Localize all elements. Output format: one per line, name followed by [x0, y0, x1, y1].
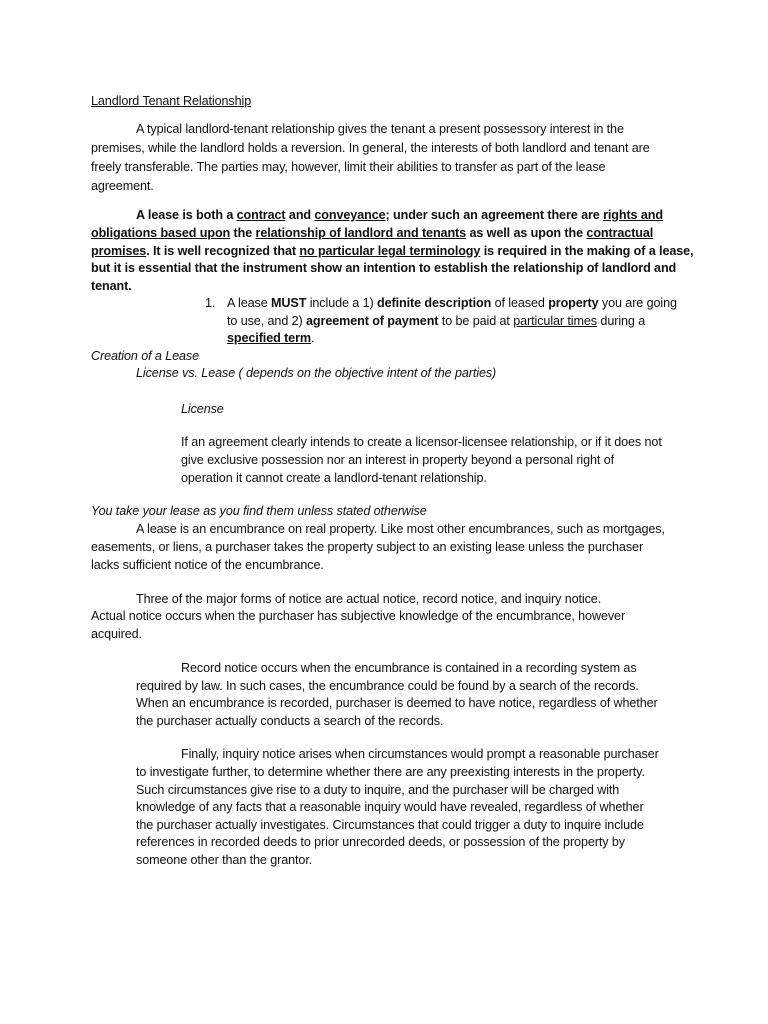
- text-span: of leased: [491, 296, 549, 310]
- bold-term: agreement of payment: [306, 314, 439, 328]
- text-span: include a 1): [306, 296, 378, 310]
- inquiry-notice-line-2: to investigate further, to determine whether there are any preexisting interests in the property.: [136, 765, 645, 779]
- take-lease-heading: You take your lease as you find them unless stated otherwise: [91, 504, 427, 518]
- underlined-term: contract: [236, 208, 286, 222]
- bold-term: property: [548, 296, 599, 310]
- text-span: is required in the making of a lease,: [480, 244, 694, 258]
- text-span: . It is well recognized that: [146, 244, 300, 258]
- inquiry-notice-line-4: knowledge of any facts that a reasonable inquiry would have revealed, regardless of whether: [136, 800, 644, 814]
- underlined-term: promises: [91, 244, 147, 258]
- text-span: during a: [597, 314, 646, 328]
- lease-para-line-1: [136, 206, 663, 224]
- intro-line-2: premises, while the landlord holds a reversion. In general, the interests of both landlord and tenant are: [91, 141, 650, 155]
- underlined-term: obligations based upon: [91, 226, 231, 240]
- bold-term: MUST: [271, 296, 307, 310]
- text-span: to use, and 2): [227, 314, 307, 328]
- intro-line-3: freely transferable. The parties may, however, limit their abilities to transfer as part of the lease: [91, 160, 606, 174]
- text-span: ; under such an agreement there are: [385, 208, 604, 222]
- inquiry-notice-line-7: someone other than the grantor.: [136, 853, 313, 867]
- underlined-term: particular times: [513, 314, 598, 328]
- text-span: as well as upon the: [466, 226, 587, 240]
- notice-forms-line-2: Actual notice occurs when the purchaser has subjective knowledge of the encumbrance, however: [91, 609, 626, 623]
- encumbrance-line-2: easements, or liens, a purchaser takes the property subject to an existing lease unless the purchaser: [91, 540, 644, 554]
- inquiry-notice-line-5: the purchaser actually investigates. Circumstances that could trigger a duty to inquire include: [136, 818, 644, 832]
- license-vs-lease-heading: License vs. Lease ( depends on the objective intent of the parties): [136, 366, 497, 380]
- notice-forms-line-1: Three of the major forms of notice are actual notice, record notice, and inquiry notice.: [136, 592, 602, 606]
- text-span: .: [311, 331, 315, 345]
- list-item-number: 1.: [205, 296, 216, 310]
- text-span: A lease is both a: [136, 208, 237, 222]
- list-item-line-2: [227, 312, 645, 330]
- encumbrance-line-1: A lease is an encumbrance on real property. Like most other encumbrances, such as mortgages,: [136, 522, 665, 536]
- text-span: A lease: [227, 296, 272, 310]
- license-heading: License: [181, 402, 224, 416]
- notice-forms-line-3: acquired.: [91, 627, 142, 641]
- license-text-line-1: If an agreement clearly intends to create a licensor-licensee relationship, or if it does not: [181, 435, 662, 449]
- record-notice-line-2: required by law. In such cases, the encumbrance could be found by a search of the records.: [136, 679, 639, 693]
- underlined-term: conveyance: [314, 208, 386, 222]
- text-span: to be paid at: [438, 314, 514, 328]
- text-span: and: [285, 208, 315, 222]
- document-title: Landlord Tenant Relationship: [91, 94, 252, 108]
- record-notice-line-3: When an encumbrance is recorded, purchaser is deemed to have notice, regardless of whether: [136, 696, 658, 710]
- underlined-term: specified term: [227, 331, 311, 345]
- inquiry-notice-line-3: Such circumstances give rise to a duty to inquire, and the purchaser will be charged with: [136, 783, 620, 797]
- record-notice-line-4: the purchaser actually conducts a search of the records.: [136, 714, 444, 728]
- list-item-line-1: [227, 294, 677, 312]
- record-notice-line-1: Record notice occurs when the encumbrance is contained in a recording system as: [181, 661, 637, 675]
- encumbrance-line-3: lacks sufficient notice of the encumbrance.: [91, 558, 324, 572]
- lease-para-line-3: [91, 242, 693, 260]
- text-span: you are going: [598, 296, 677, 310]
- license-text-line-3: operation it cannot create a landlord-tenant relationship.: [181, 471, 487, 485]
- lease-para-line-5: tenant.: [91, 279, 132, 293]
- underlined-term: relationship of landlord and tenants: [255, 226, 467, 240]
- intro-line-4: agreement.: [91, 179, 154, 193]
- intro-line-1: A typical landlord-tenant relationship gives the tenant a present possessory interest in the: [136, 122, 624, 136]
- underlined-term: contractual: [586, 226, 654, 240]
- inquiry-notice-line-6: references in recorded deeds to prior unrecorded deeds, or possession of the property by: [136, 835, 625, 849]
- lease-para-line-2: [91, 224, 653, 242]
- text-span: the: [230, 226, 256, 240]
- underlined-term: rights and: [603, 208, 663, 222]
- creation-heading: Creation of a Lease: [91, 349, 200, 363]
- inquiry-notice-line-1: Finally, inquiry notice arises when circumstances would prompt a reasonable purchaser: [181, 747, 659, 761]
- list-item-line-3: [227, 329, 314, 347]
- license-text-line-2: give exclusive possession nor an interest in property beyond a personal right of: [181, 453, 615, 467]
- lease-para-line-4: but it is essential that the instrument show an intention to establish the relationship of landlord and: [91, 261, 677, 275]
- underlined-term: no particular legal terminology: [299, 244, 481, 258]
- bold-term: definite description: [377, 296, 492, 310]
